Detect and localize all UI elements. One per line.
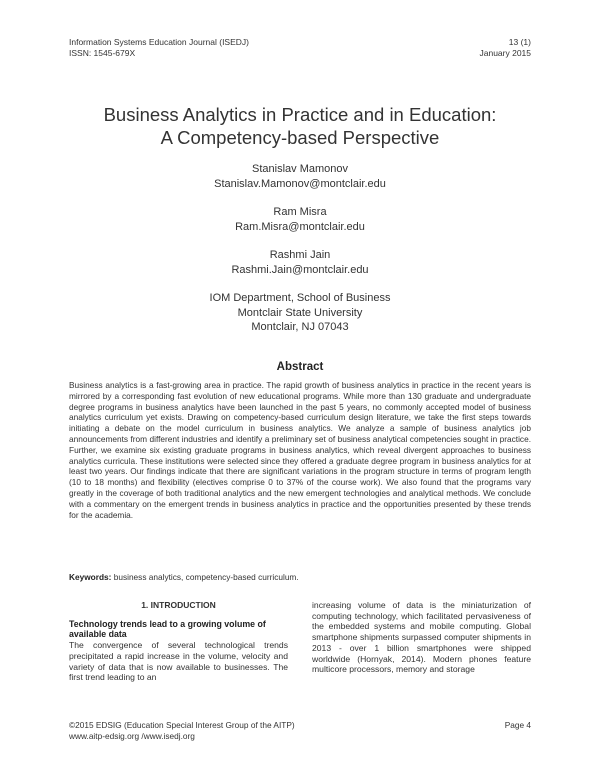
footer-urls: www.aitp-edsig.org /www.isedj.org xyxy=(69,731,195,741)
author-email: Ram.Misra@montclair.edu xyxy=(235,220,365,233)
affiliation-university: Montclair State University xyxy=(237,306,363,319)
keywords xyxy=(69,572,531,582)
subsection-heading: Technology trends lead to a growing volume of available data xyxy=(69,618,266,640)
journal-name: Information Systems Education Journal (ISEDJ) xyxy=(69,37,249,47)
author-name: Stanislav Mamonov xyxy=(252,163,348,175)
author-name: Rashmi Jain xyxy=(269,249,331,261)
section-heading: 1. INTRODUCTION xyxy=(141,600,216,610)
author xyxy=(0,248,600,277)
issn: ISSN: 1545-679X xyxy=(69,48,136,58)
keywords-label: Keywords: xyxy=(69,572,112,582)
title-line-1: Business Analytics in Practice and in Education: xyxy=(103,104,497,125)
affiliation xyxy=(0,291,600,335)
author-email: Rashmi.Jain@montclair.edu xyxy=(231,263,369,276)
title-line-2: A Competency-based Perspective xyxy=(160,127,440,148)
author-name: Ram Misra xyxy=(273,206,327,218)
paper-title xyxy=(0,103,600,149)
affiliation-department: IOM Department, School of Business xyxy=(209,292,391,304)
author xyxy=(0,162,600,191)
right-column-text: increasing volume of data is the miniaturization of computing technology, which facilitated pervasiveness of the embedded systems and mobile computing. Global smartphone shipments surpassed computer shipments in 2013 - over 1 billion smartphones were shipped worldwide (Hornyak, 2014). Modern phones feature multicore processors, memory and storage xyxy=(312,600,531,675)
left-column xyxy=(69,600,288,683)
keywords-text: business analytics, competency-based curriculum. xyxy=(111,572,299,582)
abstract-text: Business analytics is a fast-growing area in practice. The rapid growth of business analytics in practice in the recent years is mirrored by a corresponding fast evolution of new educational programs. While more than 130 graduate and undergraduate degree programs in business analytics have been launched in the past 5 years, no commonly accepted model of business analytics curriculum yet exists. Drawing on competency-based curriculum design literature, we take the first steps towards initiating a debate on the model curriculum in business analytics. We analyze a sample of business analytics job announcements from different industries and identify a preliminary set of business analytical competencies sought in practice. Further, we examine six existing graduate programs in business analytics, which reveal divergent approaches to business analytics curricula. These institutions were selected since they offered a graduate degree program in business analytics for at least two years. Our findings indicate that there are significant variations in the program structure in terms of program length (10 to 18 months) and flexibility (electives comprise 0 to 37% of the course work). We also found that the programs vary greatly in the coverage of both traditional analytics and the new emergent technologies and analytical methods. We conclude with a commentary on the emergent trends in business analytics in practice and the opportunities presented by these trends for the academia. xyxy=(69,380,531,520)
right-column xyxy=(312,600,531,675)
abstract-heading: Abstract xyxy=(276,361,324,373)
issue-date: January 2015 xyxy=(479,48,531,58)
page-footer xyxy=(69,720,531,742)
author-email: Stanislav.Mamonov@montclair.edu xyxy=(214,177,386,190)
volume-number: 13 (1) xyxy=(508,37,531,47)
left-column-text: The convergence of several technological trends precipitated a rapid increase in the volume, velocity and variety of data that is now available to businesses. The first trend leading to an xyxy=(69,640,288,683)
page-number: Page 4 xyxy=(504,720,531,730)
footer-copyright: ©2015 EDSIG (Education Special Interest Group of the AITP) xyxy=(69,720,295,730)
running-header xyxy=(69,37,531,59)
author-block xyxy=(0,162,600,349)
author xyxy=(0,205,600,234)
affiliation-address: Montclair, NJ 07043 xyxy=(251,321,349,333)
